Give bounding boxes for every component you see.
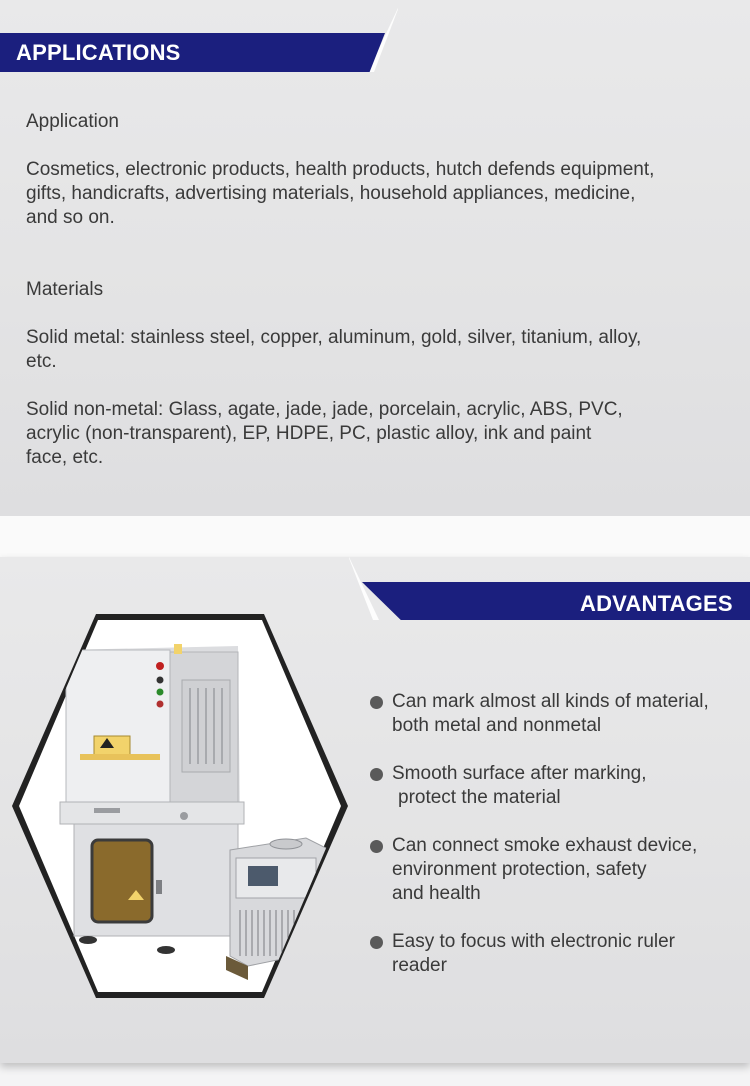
advantage-line: Can mark almost all kinds of material, [392, 691, 709, 712]
nonmetal-text [26, 398, 726, 470]
list-item [370, 930, 745, 978]
advantage-line: Easy to focus with electronic ruler [392, 931, 676, 952]
metal-line: etc. [26, 351, 57, 372]
nonmetal-line: Solid non-metal: Glass, agate, jade, jade, porcelain, acrylic, ABS, PVC, [26, 399, 623, 420]
application-line: Cosmetics, electronic products, health products, hutch defends equipment, [26, 159, 655, 180]
materials-heading: Materials [26, 279, 104, 300]
nonmetal-line: acrylic (non-transparent), EP, HDPE, PC, plastic alloy, ink and paint [26, 423, 592, 444]
advantage-line: protect the material [398, 787, 561, 808]
nonmetal-line: face, etc. [26, 447, 104, 468]
bullet-dot-icon [370, 768, 383, 781]
application-line: and so on. [26, 207, 115, 228]
advantages-list [370, 690, 745, 1002]
bullet-dot-icon [370, 936, 383, 949]
list-item [370, 834, 745, 906]
advantage-line: Can connect smoke exhaust device, [392, 835, 698, 856]
advantage-line: environment protection, safety [392, 859, 647, 880]
machine-image [8, 610, 352, 1002]
advantage-line: Smooth surface after marking, [392, 763, 647, 784]
advantage-line: reader [392, 955, 447, 976]
metal-line: Solid metal: stainless steel, copper, aluminum, gold, silver, titanium, alloy, [26, 327, 642, 348]
bullet-dot-icon [370, 840, 383, 853]
metal-text [26, 326, 726, 374]
application-text [26, 158, 726, 230]
bullet-dot-icon [370, 696, 383, 709]
list-item [370, 762, 745, 810]
application-heading: Application [26, 111, 119, 132]
advantages-title: ADVANTAGES [580, 591, 733, 616]
application-line: gifts, handicrafts, advertising materials, household appliances, medicine, [26, 183, 636, 204]
applications-title: APPLICATIONS [16, 40, 181, 65]
section-separator [0, 516, 750, 557]
advantage-line: both metal and nonmetal [392, 715, 602, 736]
advantage-line: and health [392, 883, 481, 904]
list-item [370, 690, 745, 738]
